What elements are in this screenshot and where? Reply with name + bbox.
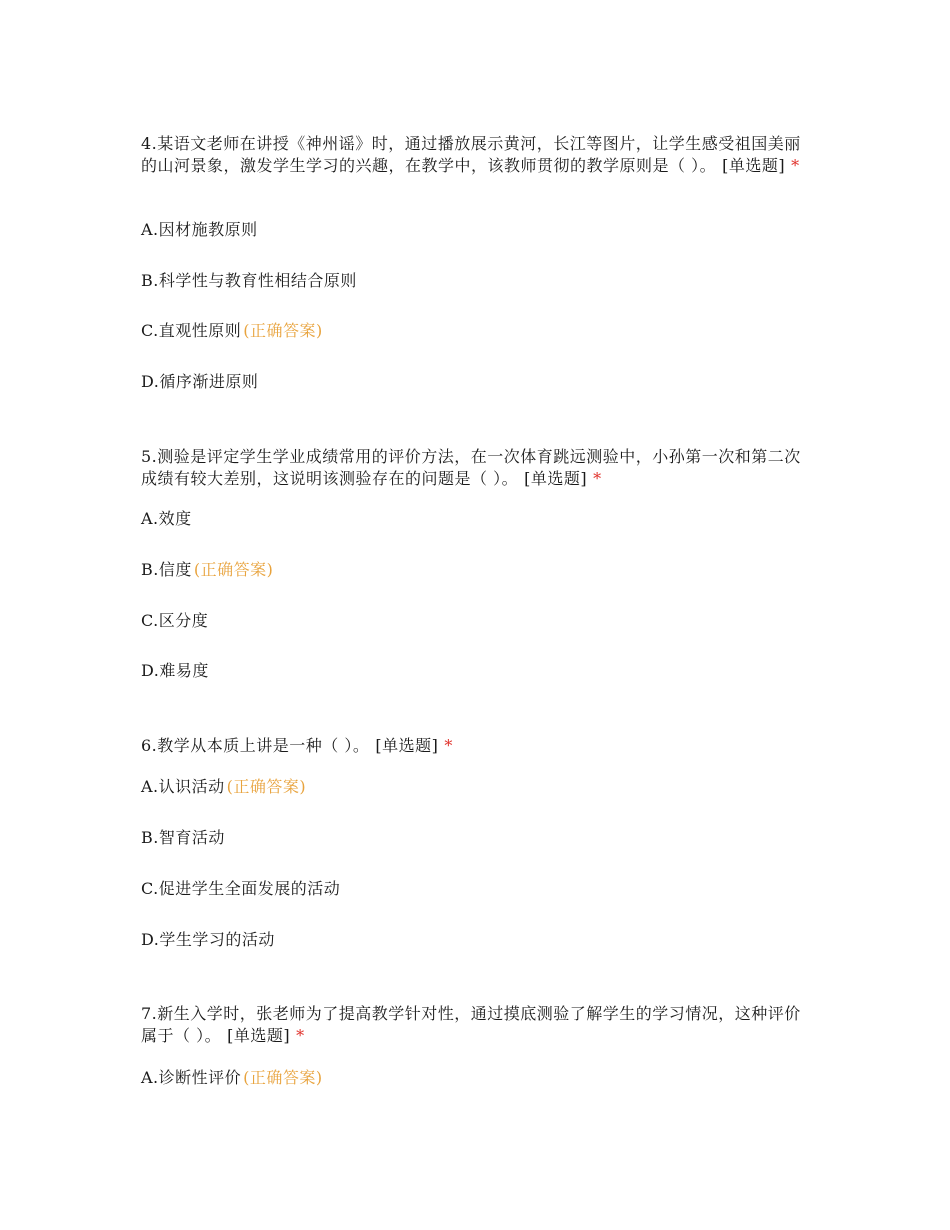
- option-b: B.智育活动: [141, 828, 225, 847]
- required-star: *: [296, 1026, 305, 1045]
- option-a: A.诊断性评价 (正确答案): [141, 1068, 323, 1087]
- option-d: D.循序渐进原则: [141, 372, 259, 391]
- question-text: 4.某语文老师在讲授《神州谣》时，通过播放展示黄河，长江等图片，让学生感受祖国美丽的山河景象，激发学生学习的兴趣，在教学中，该教师贯彻的教学原则是（ ）。: [141, 134, 801, 175]
- question-stem: [141, 735, 813, 757]
- required-star: *: [444, 736, 453, 755]
- option-a: A.认识活动 (正确答案): [141, 777, 307, 796]
- question-stem: [141, 446, 813, 490]
- option-c: C.促进学生全面发展的活动: [141, 879, 341, 898]
- question-type-tag: [单选题]: [524, 469, 588, 488]
- option-d: D.学生学习的活动: [141, 930, 275, 949]
- option-b: B.信度 (正确答案): [141, 560, 274, 579]
- option-c: C.区分度: [141, 611, 209, 630]
- question-type-tag: [单选题]: [375, 736, 439, 755]
- question-stem: [141, 133, 813, 177]
- required-star: *: [791, 156, 800, 175]
- option-d: D.难易度: [141, 661, 209, 680]
- question-text: 6.教学从本质上讲是一种（ ）。: [141, 736, 370, 755]
- question-type-tag: [单选题]: [227, 1026, 291, 1045]
- option-b: B.科学性与教育性相结合原则: [141, 271, 357, 290]
- correct-answer-marker: (正确答案): [193, 560, 274, 579]
- question-stem: [141, 1003, 813, 1047]
- option-a: A.因材施教原则: [141, 220, 258, 239]
- question-7: [141, 1003, 813, 1087]
- question-text: 7.新生入学时，张老师为了提高教学针对性，通过摸底测验了解学生的学习情况，这种评价属于（ ）。: [141, 1004, 801, 1045]
- correct-answer-marker: (正确答案): [243, 321, 323, 340]
- question-5: [141, 446, 813, 680]
- option-c: C.直观性原则 (正确答案): [141, 321, 323, 340]
- question-4: [141, 133, 813, 391]
- required-star: *: [593, 469, 602, 488]
- correct-answer-marker: (正确答案): [243, 1068, 323, 1087]
- option-a: A.效度: [141, 509, 192, 528]
- question-6: [141, 735, 813, 949]
- question-text: 5.测验是评定学生学业成绩常用的评价方法，在一次体育跳远测验中，小孙第一次和第二次成绩有较大差别，这说明该测验存在的问题是（ ）。: [141, 447, 801, 488]
- question-type-tag: [单选题]: [722, 156, 786, 175]
- correct-answer-marker: (正确答案): [226, 777, 307, 796]
